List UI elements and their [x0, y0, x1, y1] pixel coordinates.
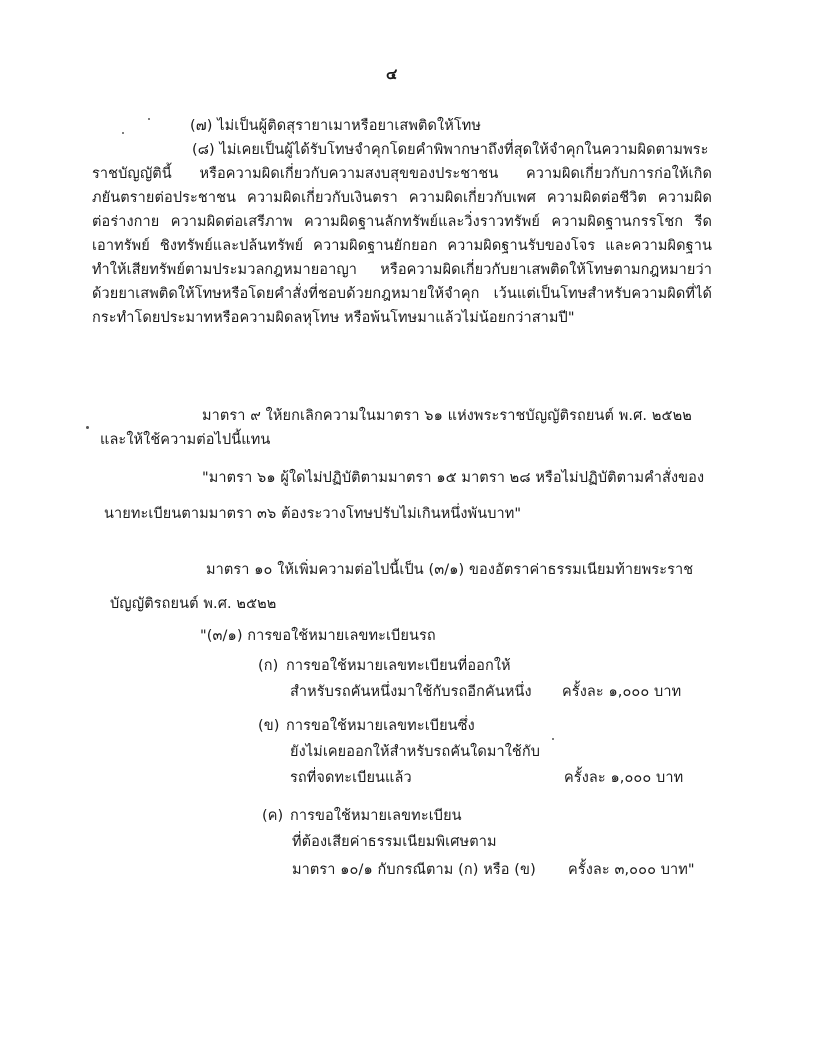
clause-8-line-5: เอาทรัพย์ ชิงทรัพย์และปล้นทรัพย์ ความผิดฐานยักยอก ความผิดฐานรับของโจร และความผิดฐาน [92, 238, 712, 254]
scan-speck [148, 118, 150, 120]
item-ko-line-2: สำหรับรถคันหนึ่งมาใช้กับรถอีกคันหนึ่ง [290, 684, 532, 700]
item-kho-fee: ครั้งละ ๑,๐๐๐ บาท [564, 770, 684, 786]
clause-8-line-8: กระทำโดยประมาทหรือความผิดลหุโทษ หรือพ้นโทษมาแล้วไม่น้อยกว่าสามปี" [92, 310, 575, 326]
scan-speck [86, 426, 89, 429]
section-9-line-2: และให้ใช้ความต่อไปนี้แทน [100, 432, 271, 448]
scan-speck [122, 132, 124, 134]
item-kho-khwai-line-2: ที่ต้องเสียค่าธรรมเนียมพิเศษตาม [292, 834, 497, 850]
section-9-quote-line-2: นายทะเบียนตามมาตรา ๓๖ ต้องระวางโทษปรับไม่เกินหนึ่งพันบาท" [104, 506, 522, 522]
clause-8-line-4: ต่อร่างกาย ความผิดต่อเสรีภาพ ความผิดฐานลักทรัพย์และวิ่งราวทรัพย์ ความผิดฐานกรรโชก รีด [92, 214, 712, 230]
item-label-kho: (ข) [258, 718, 280, 734]
item-kho-line-1: การขอใช้หมายเลขทะเบียนซึ่ง [286, 718, 475, 734]
section-9-quote-line-1: "มาตรา ๖๑ ผู้ใดไม่ปฏิบัติตามมาตรา ๑๕ มาตรา ๒๘ หรือไม่ปฏิบัติตามคำสั่งของ [202, 470, 705, 486]
scan-speck [552, 738, 554, 740]
item-label-ko: (ก) [258, 658, 279, 674]
clause-8-line-7: ด้วยยาเสพติดให้โทษหรือโดยคำสั่งที่ชอบด้วยกฎหมายให้จำคุก เว้นแต่เป็นโทษสำหรับความผิดที่ได้ [92, 286, 712, 302]
item-kho-khwai-line-3: มาตรา ๑๐/๑ กับกรณีตาม (ก) หรือ (ข) [292, 862, 536, 878]
item-kho-line-3: รถที่จดทะเบียนแล้ว [290, 770, 412, 786]
clause-8-line-1: (๘) ไม่เคยเป็นผู้ได้รับโทษจำคุกโดยคำพิพากษาถึงที่สุดให้จำคุกในความผิดตามพระ [192, 142, 709, 158]
page-number: ๔ [386, 65, 398, 83]
item-label-kho-khwai: (ค) [262, 808, 284, 824]
fee-heading: "(๓/๑) การขอใช้หมายเลขทะเบียนรถ [200, 628, 436, 644]
section-10-line-1: มาตรา ๑๐ ให้เพิ่มความต่อไปนี้เป็น (๓/๑) ของอัตราค่าธรรมเนียมท้ายพระราช [206, 562, 694, 578]
item-kho-line-2: ยังไม่เคยออกให้สำหรับรถคันใดมาใช้กับ [290, 744, 541, 760]
clause-8-line-3: ภยันตรายต่อประชาชน ความผิดเกี่ยวกับเงินตรา ความผิดเกี่ยวกับเพศ ความผิดต่อชีวิต ความผิด [92, 190, 712, 206]
section-10-line-2: บัญญัติรถยนต์ พ.ศ. ๒๕๒๒ [110, 596, 277, 612]
item-ko-line-1: การขอใช้หมายเลขทะเบียนที่ออกให้ [286, 658, 511, 674]
item-ko-fee: ครั้งละ ๑,๐๐๐ บาท [562, 684, 682, 700]
clause-8-line-2: ราชบัญญัตินี้ หรือความผิดเกี่ยวกับความสงบสุขของประชาชน ความผิดเกี่ยวกับการก่อให้เกิด [92, 166, 712, 182]
item-kho-khwai-fee: ครั้งละ ๓,๐๐๐ บาท" [568, 862, 695, 878]
section-9-line-1: มาตรา ๙ ให้ยกเลิกความในมาตรา ๖๑ แห่งพระราชบัญญัติรถยนต์ พ.ศ. ๒๕๒๒ [202, 408, 692, 424]
clause-8-line-6: ทำให้เสียทรัพย์ตามประมวลกฎหมายอาญา หรือความผิดเกี่ยวกับยาเสพติดให้โทษตามกฎหมายว่า [92, 262, 712, 278]
item-kho-khwai-line-1: การขอใช้หมายเลขทะเบียน [290, 808, 462, 824]
clause-7: (๗) ไม่เป็นผู้ติดสุรายาเมาหรือยาเสพติดให้โทษ [190, 118, 482, 134]
